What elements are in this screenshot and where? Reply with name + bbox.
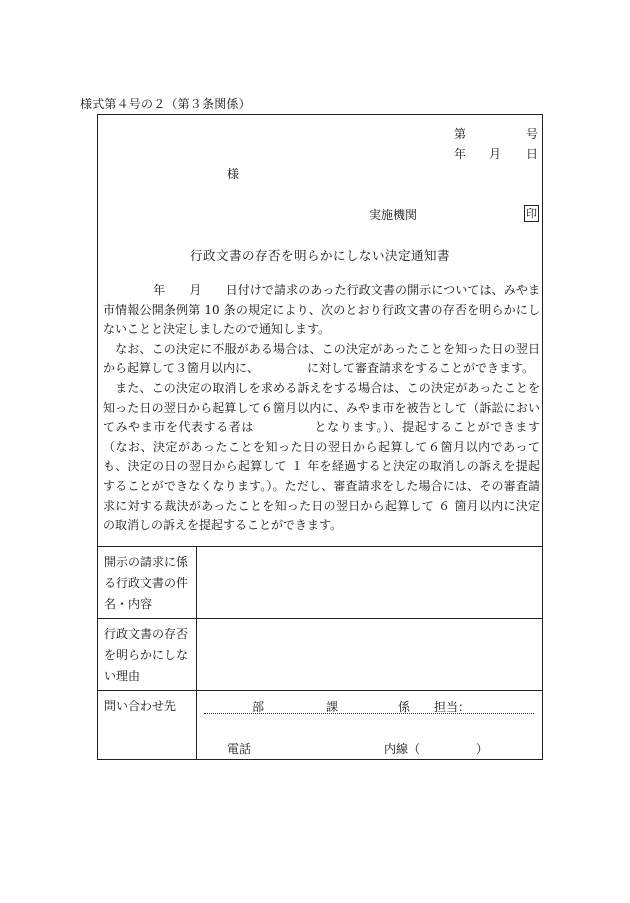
table-column-divider xyxy=(196,546,197,760)
body-paragraph-2: なお、この決定に不服がある場合は、この決定があったことを知った日の翌日から起算して３箇月以内に、 に対して審査請求をすることができます。 xyxy=(103,341,540,376)
row-label-reason: 行政文書の存否を明らかにしない理由 xyxy=(104,627,189,683)
form-number-label: 様式第４号の２（第３条関係） xyxy=(80,97,251,111)
row-label-contact: 問い合わせ先 xyxy=(104,699,177,713)
contact-dept: 部 xyxy=(252,700,265,714)
contact-phone: 電話 xyxy=(227,742,252,756)
table-rule-2 xyxy=(98,618,542,619)
contact-extension: 内線（ xyxy=(384,742,421,756)
contact-extension-close: ） xyxy=(476,742,489,756)
table-rule-3 xyxy=(98,690,542,691)
row-label-request-subject: 開示の請求に係る行政文書の件名・内容 xyxy=(104,555,189,611)
table-top-rule xyxy=(98,546,542,547)
number-suffix: 号 xyxy=(526,127,539,141)
contact-person: 担当： xyxy=(434,700,471,714)
notice-title: 行政文書の存否を明らかにしない決定通知書 xyxy=(189,248,450,263)
body-paragraph-1: 年 月 日付けで請求のあった行政文書の開示については、みやま市情報公開条例第 10 条の規定により、次のとおり行政文書の存否を明らかにしないことと決定しましたので通知します。 xyxy=(103,283,540,337)
notice-body xyxy=(103,281,540,536)
agency-label: 実施機関 xyxy=(369,208,418,222)
contact-section: 課 xyxy=(326,700,339,714)
contact-dotted-line xyxy=(204,713,534,714)
date-year: 年 xyxy=(454,147,467,161)
addressee-suffix: 様 xyxy=(227,167,240,181)
body-paragraph-3: また、この決定の取消しを求める訴えをする場合は、この決定があったことを知った日の翌日から起算して６箇月以内に、みやま市を被告として（訴訟においてみやま市を代表する者は となります。）、提起することができます（なお、決定があったことを知った日の翌日から起算して６箇月以内であっても、決定の日の翌日から起算して １ 年を経過すると決定の取消しの訴えを提起することができなくなります。）。ただし、審査請求をした場合には、その審査請求に対する裁決があったことを知った日の翌日から起算して ６ 箇月以内に決定の取消しの訴えを提起することができます。 xyxy=(103,380,540,533)
number-prefix: 第 xyxy=(454,127,467,141)
date-day: 日 xyxy=(526,147,539,161)
seal-mark: 印 xyxy=(526,207,537,220)
date-month: 月 xyxy=(489,147,502,161)
contact-unit: 係 xyxy=(398,700,411,714)
notice-frame xyxy=(97,114,543,760)
